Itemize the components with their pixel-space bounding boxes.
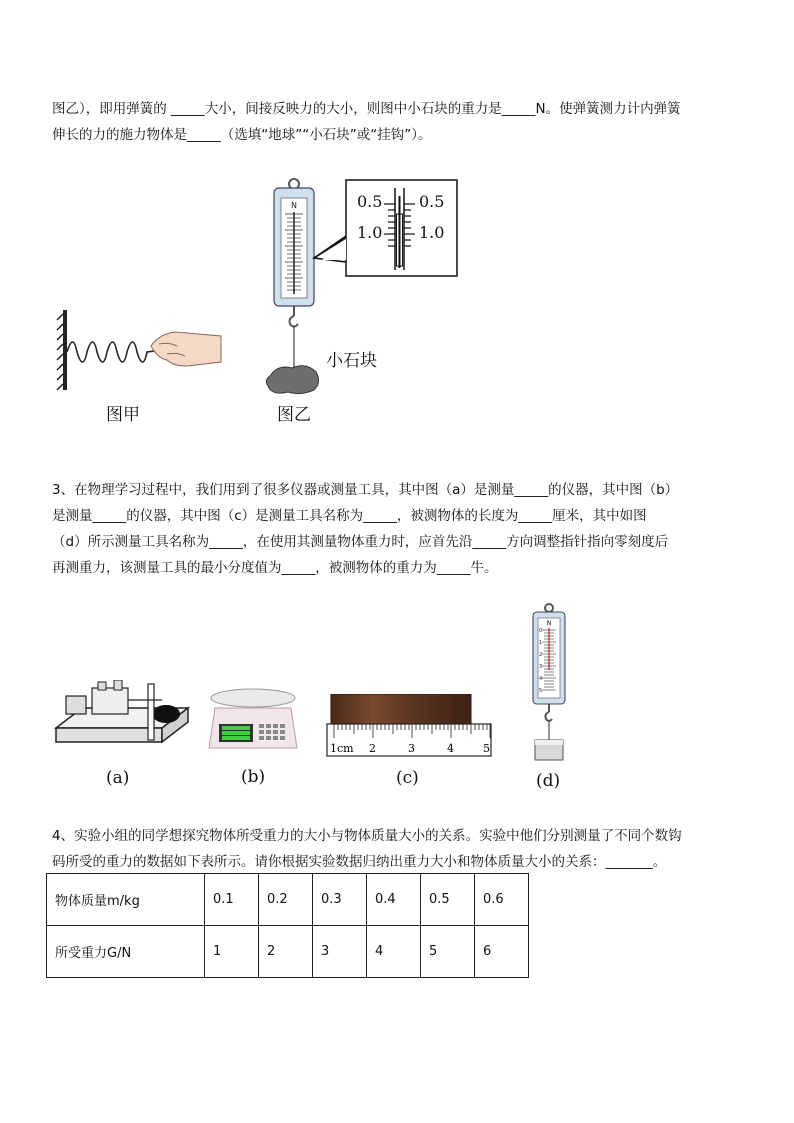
figure-d-spring-scale xyxy=(525,600,575,768)
q2-line-1: 图乙），即用弹簧的 _____大小，间接反映力的大小，则图中小石块的重力是_____N。使弹簧测力计内弹簧 xyxy=(52,101,681,117)
figure-d-caption: (d) xyxy=(536,771,561,791)
table-cell: 4 xyxy=(367,926,421,978)
zoom-label-05-left: 0.5 xyxy=(357,192,383,211)
table-head-gravity: 所受重力G/N xyxy=(47,926,205,978)
d-scale-unit: N xyxy=(546,620,552,627)
figure-yi-caption: 图乙 xyxy=(277,405,311,425)
figure-c-caption: (c) xyxy=(396,768,419,788)
q3-line-3: （d）所示测量工具名称为_____，在使用其测量物体重力时，应首先沿_____方向调整指针指向零刻度后 xyxy=(52,534,669,550)
d-num-2: 2 xyxy=(539,652,543,658)
q4-line-1: 4、实验小组的同学想探究物体所受重力的大小与物体质量大小的关系。实验中他们分别测量了不同个数钩 xyxy=(52,828,682,844)
scale-unit-label: N xyxy=(291,201,297,210)
table-cell: 3 xyxy=(313,926,367,978)
table-cell: 0.4 xyxy=(367,874,421,926)
q3-line-4: 再测重力，该测量工具的最小分度值为_____，被测物体的重力为_____牛。 xyxy=(52,560,498,576)
table-cell: 0.3 xyxy=(313,874,367,926)
figure-a-caption: (a) xyxy=(106,768,130,788)
question-4-text xyxy=(52,823,752,875)
figure-b-electronic-scale xyxy=(207,688,299,756)
table-cell: 5 xyxy=(421,926,475,978)
q3-line-1: 3、在物理学习过程中，我们用到了很多仪器或测量工具，其中图（a）是测量_____的仪器，其中图（b） xyxy=(52,482,679,498)
question-2-text xyxy=(52,96,752,148)
table-cell: 0.5 xyxy=(421,874,475,926)
q4-line-2: 码所受的重力的数据如下表所示。请你根据实验数据归纳出重力大小和物体质量大小的关系：_______。 xyxy=(52,854,667,870)
mass-gravity-table xyxy=(46,873,529,978)
table-cell: 2 xyxy=(259,926,313,978)
zoom-label-05-right: 0.5 xyxy=(419,192,445,211)
ruler-label-1cm: 1cm xyxy=(330,742,354,755)
q3-line-2: 是测量_____的仪器，其中图（c）是测量工具名称为_____，被测物体的长度为_____厘米，其中如图 xyxy=(52,508,647,524)
ruler-label-5: 5 xyxy=(483,742,490,755)
table-cell: 0.6 xyxy=(475,874,529,926)
table-cell: 0.1 xyxy=(205,874,259,926)
figure-jia-spring-hand xyxy=(55,300,230,395)
figure-c-ruler xyxy=(325,694,495,758)
ruler-label-4: 4 xyxy=(447,742,454,755)
ruler-label-3: 3 xyxy=(408,742,415,755)
table-cell: 1 xyxy=(205,926,259,978)
question-3-text xyxy=(52,477,752,581)
zoom-label-10-right: 1.0 xyxy=(419,223,445,242)
figure-b-caption: (b) xyxy=(241,767,266,787)
stone-label: 小石块 xyxy=(326,351,377,371)
d-num-5: 5 xyxy=(539,688,543,694)
zoom-label-10-left: 1.0 xyxy=(357,223,383,242)
table-cell: 0.2 xyxy=(259,874,313,926)
d-num-0: 0 xyxy=(539,628,543,634)
table-row-gravity xyxy=(47,926,529,978)
figure-jia-caption: 图甲 xyxy=(106,405,140,425)
table-head-mass: 物体质量m/kg xyxy=(47,874,205,926)
table-cell: 6 xyxy=(475,926,529,978)
q2-line-2: 伸长的力的施力物体是_____（选填“地球”“小石块”或“挂钩”）。 xyxy=(52,127,432,143)
table-row-mass xyxy=(47,874,529,926)
ruler-label-2: 2 xyxy=(369,742,376,755)
d-num-1: 1 xyxy=(539,640,543,646)
d-num-4: 4 xyxy=(539,676,543,682)
d-num-3: 3 xyxy=(539,664,543,670)
figure-a-instrument xyxy=(52,680,192,750)
